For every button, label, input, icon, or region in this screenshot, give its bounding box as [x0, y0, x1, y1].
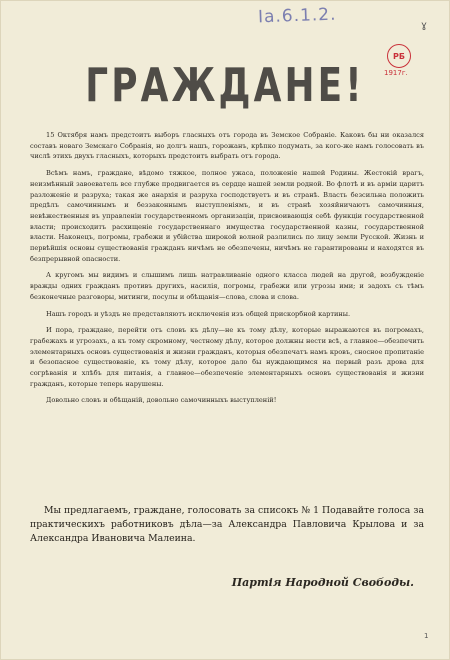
stamp-year: 1917г. [384, 69, 408, 77]
paragraph-town: Нашъ городъ и уѣздъ не представляютъ исключенія изъ общей прискорбной картины. [46, 309, 351, 318]
paragraph-elections: 15 Октября намъ предстоитъ выборъ гласныхъ отъ города въ Земское Собраніе. Каковъ бы ни оказался составъ новаго Земскаго Собранія, но долгъ нашъ, горожанъ, крѣпко подумать, за кого-же намъ голосовать въ числѣ этихъ двухъ гласныхъ, которыхъ предстоитъ выбрать отъ города. [30, 131, 424, 161]
corner-mark: ɣ [421, 20, 427, 31]
margin-mark: 1 [424, 632, 429, 640]
body-text [30, 130, 424, 412]
stamp-label: РБ [393, 51, 405, 61]
paragraph-situation: Всѣмъ намъ, граждане, вѣдомо тяжкое, полное ужаса, положеніе нашей Родины. Жестокій врагъ, неизмѣнный завоеватель все глубже продвигается въ сердце нашей земли родной. Во флотѣ и въ арміи царитъ разложеніе и разруха; такая же анархія и разруха господствуетъ и въ странѣ. Власть безсильна положить предѣлъ самочиннымъ и беззаконнымъ выступленіямъ, и въ странѣ хозяйничаютъ самочинныя, невѣжественныя въ управленіи государственномъ организаціи, присвоивающія себѣ функціи государственной власти; происходитъ расхищеніе государственнаго имущества государственной казны, государственной власти. Наконецъ, погромы, грабежи и убійства широкой волной разлились по лицу земли Русской. Жизнь и первѣйшія основы существованія гражданъ ничѣмъ не обезпечены, ничѣмъ не гарантированы и находятся въ безпрерывной опасности. [30, 169, 424, 263]
archive-shelfmark: Ia.6.1.2. [257, 4, 337, 28]
headline: ГРАЖДАНЕ! [85, 58, 365, 112]
voting-appeal [30, 504, 424, 546]
appeal-text: Мы предлагаемъ, граждане, голосовать за списокъ № 1 Подавайте голоса за практическихъ работниковъ дѣла—за Александра Павловича Крылова и за Александра Ивановича Малеина. [30, 505, 424, 544]
paragraph-call-to-action: И пора, граждане, перейти отъ словъ къ дѣлу—не къ тому дѣлу, которые выражаются въ погромахъ, грабежахъ и угрозахъ, а къ тому скромному, честному дѣлу, которое должны нести всѣ, а главное—обезпечить элементарныхъ основъ существованія и жизни гражданъ, которыя обезпечатъ намъ кровъ, сносное пропитаніе и безопасное существованіе, къ тому дѣлу, которое дало бы нуждающимся на первый разъ дрова для согрѣванія и хлѣбъ для питанія, а главное—обезпеченіе элементарныхъ основъ существованія и жизни гражданъ, которые теперь нарушены. [30, 326, 424, 388]
party-signature: Партія Народной Свободы. [231, 576, 414, 589]
paragraph-class-strife: А кругомъ мы видимъ и слышимъ лишь натравливаніе одного класса людей на другой, возбужденіе вражды одних гражданъ противъ другихъ, насилія, погромы, грабежи или угрозы ими; и задохъ съ тѣмъ безконечные разговоры, митинги, посулы и обѣщанія—слова, слова и слова. [30, 271, 424, 301]
paragraph-enough-words: Довольно словъ и обѣщаній, довольно самочинныхъ выступленій! [46, 396, 277, 405]
